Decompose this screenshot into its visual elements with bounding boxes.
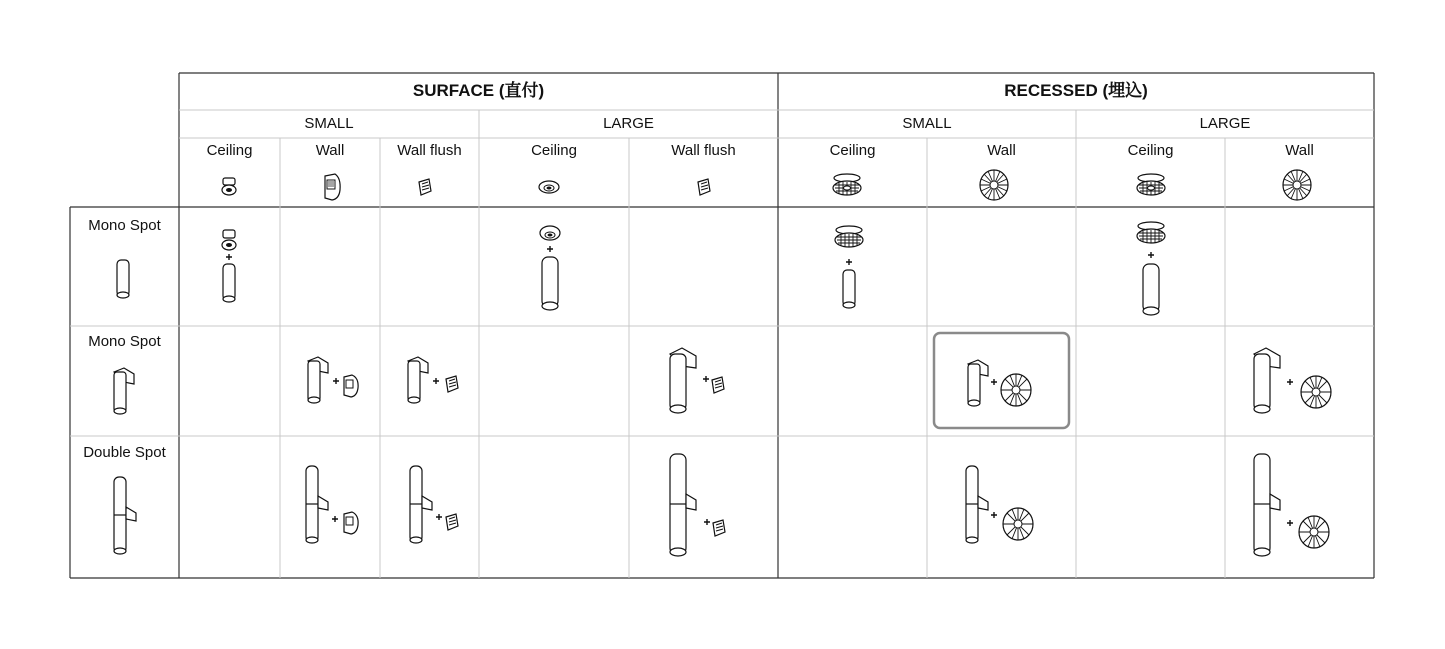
column-header: Wall flush <box>671 142 736 159</box>
combo-small-wall-flush-double-spot-icon <box>406 464 466 546</box>
combo-recessed-wall-large-double-spot-icon <box>1250 452 1340 558</box>
small-wall-base-icon <box>320 172 344 202</box>
combo-recessed-wall-large-bracket-spot-icon <box>1250 346 1340 416</box>
column-header: Ceiling <box>206 142 253 159</box>
wall-flush-plate-icon <box>416 177 434 197</box>
combo-small-wall-double-spot-icon <box>302 464 368 546</box>
column-header: Wall <box>315 142 345 159</box>
small-ceiling-base-icon <box>219 176 239 198</box>
combo-small-wall-flush-bracket-spot-icon <box>404 355 464 407</box>
recessed-wall-housing-icon <box>976 166 1012 204</box>
column-header: Ceiling <box>531 142 577 159</box>
column-header: Ceiling <box>1127 142 1174 159</box>
size-header-recessed-large: LARGE <box>1199 115 1251 132</box>
size-header-surface-large: LARGE <box>603 115 654 132</box>
column-header: Ceiling <box>829 142 876 159</box>
combo-recessed-wall-double-spot-icon <box>962 464 1038 546</box>
combo-recessed-wall-bracket-spot-icon <box>964 358 1036 410</box>
combo-small-wall-bracket-spot-icon <box>304 355 364 407</box>
column-header: Wall flush <box>397 142 462 159</box>
size-header-recessed-small: SMALL <box>902 115 952 132</box>
recessed-wall-housing-icon <box>1279 166 1315 204</box>
combo-large-ceiling-mono-spot-icon <box>536 224 564 314</box>
column-header: Wall <box>987 142 1016 159</box>
combo-recessed-ceiling-mono-spot-icon <box>832 222 866 312</box>
large-ceiling-base-icon <box>537 178 561 198</box>
recessed-ceiling-housing-icon <box>1134 170 1168 200</box>
mono-spot-bracket-icon <box>108 366 138 418</box>
combo-large-wall-flush-double-spot-icon <box>666 452 732 558</box>
wall-flush-plate-icon <box>695 177 713 197</box>
row-header: Mono Spot <box>88 333 161 350</box>
recessed-ceiling-housing-icon <box>830 170 864 200</box>
combo-large-wall-flush-bracket-spot-icon <box>666 346 730 416</box>
group-header-recessed: RECESSED (埋込) <box>1004 81 1148 100</box>
mono-spot-pendant-icon <box>113 258 133 300</box>
double-spot-icon <box>108 475 140 557</box>
column-header: Wall <box>1285 142 1314 159</box>
row-header: Mono Spot <box>88 217 161 234</box>
size-header-surface-small: SMALL <box>304 115 354 132</box>
combo-recessed-ceiling-large-mono-spot-icon <box>1134 218 1168 318</box>
group-header-surface: SURFACE (直付) <box>412 81 545 100</box>
row-header: Double Spot <box>83 444 166 461</box>
combo-small-ceiling-mono-spot-icon <box>216 228 242 308</box>
